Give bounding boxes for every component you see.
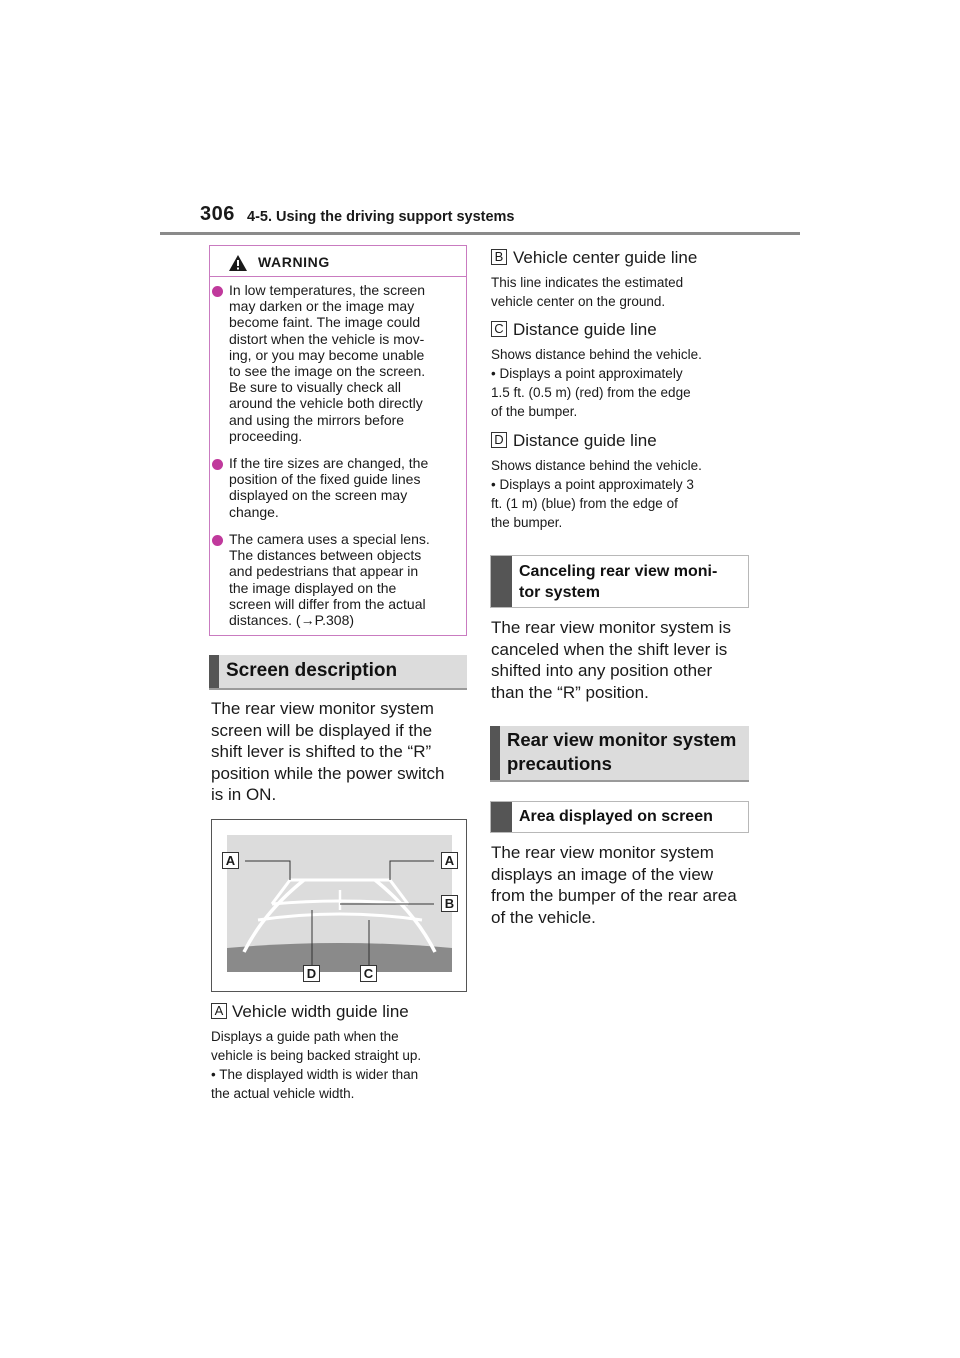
item-a-title: Vehicle width guide line bbox=[232, 1002, 409, 1021]
item-b-title: Vehicle center guide line bbox=[513, 248, 698, 267]
area-displayed-heading bbox=[490, 801, 749, 833]
heading-stripe bbox=[491, 802, 512, 832]
warning-triangle-icon bbox=[228, 254, 248, 272]
heading-text: Screen description bbox=[226, 660, 398, 681]
item-d-label: D bbox=[491, 432, 507, 448]
item-d-body: Shows distance behind the vehicle. • Displays a point approximately 3 ft. (1 m) (blue) from the edge of the bumper. bbox=[491, 458, 702, 530]
bullet-icon bbox=[212, 286, 223, 297]
canceling-text: The rear view monitor system is canceled when the shift lever is shifted into any position other than the “R” position. bbox=[491, 618, 731, 702]
item-b-body: This line indicates the estimated vehicle center on the ground. bbox=[491, 275, 684, 309]
callout-c: C bbox=[360, 965, 377, 982]
warning-header bbox=[210, 246, 466, 277]
rear-view-monitor-figure bbox=[211, 819, 467, 992]
monitor-screen-illustration bbox=[212, 820, 466, 991]
item-d-title: Distance guide line bbox=[513, 431, 657, 450]
screen-description-intro: The rear view monitor system screen will be displayed if the shift lever is shifted to the “R” position while the power switch is in ON. bbox=[211, 699, 445, 804]
heading-text: Rear view monitor system precautions bbox=[507, 729, 737, 774]
heading-stripe bbox=[490, 726, 500, 780]
screen-description-heading bbox=[209, 655, 467, 690]
callout-a-right: A bbox=[441, 852, 458, 869]
heading-text: Area displayed on screen bbox=[519, 808, 713, 825]
warning-box bbox=[209, 245, 467, 636]
item-b-label: B bbox=[491, 249, 507, 265]
callout-b: B bbox=[441, 895, 458, 912]
item-a-label: A bbox=[211, 1003, 227, 1019]
section-title: 4-5. Using the driving support systems bbox=[247, 209, 515, 225]
callout-a-left: A bbox=[222, 852, 239, 869]
warning-item-text: If the tire sizes are changed, the position of the fixed guide lines displayed on the screen may change. bbox=[229, 455, 429, 520]
bullet-icon bbox=[212, 535, 223, 546]
area-displayed-text: The rear view monitor system displays an image of the view from the bumper of the rear area of the vehicle. bbox=[491, 843, 737, 927]
ground bbox=[227, 943, 452, 972]
item-a-body: Displays a guide path when the vehicle is being backed straight up. • The displayed width is wider than the actual vehicle width. bbox=[211, 1029, 422, 1101]
item-c-body: Shows distance behind the vehicle. • Displays a point approximately 1.5 ft. (0.5 m) (red) from the edge of the bumper. bbox=[491, 347, 702, 419]
warning-item bbox=[212, 531, 462, 628]
item-c-title: Distance guide line bbox=[513, 320, 657, 339]
warning-item-text: The camera uses a special lens. The distances between objects and pedestrians that appear in the image displayed on the screen will differ from the actual distances. (→P.308) bbox=[229, 531, 430, 629]
page-number: 306 bbox=[200, 203, 235, 225]
item-c-label: C bbox=[491, 321, 507, 337]
heading-stripe bbox=[491, 556, 512, 607]
heading-text: Canceling rear view moni- tor system bbox=[519, 563, 718, 601]
canceling-heading bbox=[490, 555, 749, 608]
warning-item bbox=[212, 282, 462, 444]
callout-d: D bbox=[303, 965, 320, 982]
warning-title: WARNING bbox=[258, 254, 330, 270]
warning-item-text: In low temperatures, the screen may darken or the image may become faint. The image could distort when the vehicle is mov- ing, or you may become unable to see the image on the screen. Be sure to visually check all around the vehicle both directly and using the mirrors before proceeding. bbox=[229, 282, 426, 444]
heading-stripe bbox=[209, 655, 219, 688]
warning-item bbox=[212, 455, 462, 520]
bullet-icon bbox=[212, 459, 223, 470]
header-rule bbox=[160, 232, 800, 235]
precautions-heading bbox=[490, 726, 749, 782]
